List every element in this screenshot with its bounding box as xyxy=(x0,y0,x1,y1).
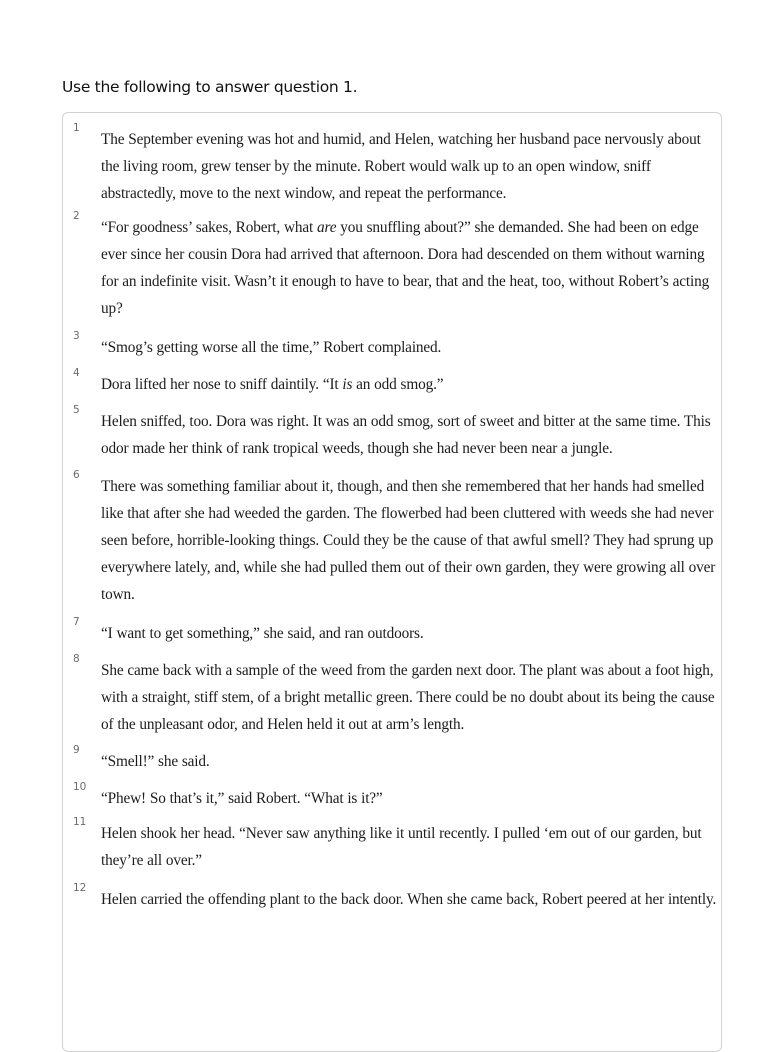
paragraph-number: 10 xyxy=(73,781,87,793)
paragraph-text: “Smog’s getting worse all the time,” Robert complained. xyxy=(101,339,442,356)
paragraph-text: The September evening was hot and humid, and Helen, watching her husband pace nervously about the living room, grew tenser by the minute. Robert would walk up to an open window, sniff abstractedly, move to the next window, and repeat the performance. xyxy=(101,131,701,203)
reading-passage[interactable] xyxy=(62,112,722,1052)
paragraph-text: “Phew! So that’s it,” said Robert. “What is it?” xyxy=(101,790,383,807)
paragraph-text: Helen shook her head. “Never saw anything like it until recently. I pulled ‘em out of our garden, but they’re all over.” xyxy=(101,825,702,870)
paragraph-number: 1 xyxy=(73,122,80,134)
paragraph-number: 8 xyxy=(73,653,80,665)
paragraph-text: There was something familiar about it, though, and then she remembered that her hands had smelled like that after she had weeded the garden. The flowerbed had been cluttered with weeds she had never seen before, horrible-looking things. Could they be the cause of that awful smell? They had sprung up everywhere lately, and, while she had pulled them out of their own garden, they were growing all over town. xyxy=(101,478,716,604)
paragraph-number: 11 xyxy=(73,816,87,828)
paragraph-number: 12 xyxy=(73,882,87,894)
paragraph-number: 9 xyxy=(73,744,80,756)
paragraph-text: “I want to get something,” she said, and ran outdoors. xyxy=(101,625,424,642)
paragraph-text: Helen carried the offending plant to the back door. When she came back, Robert peered at her intently. xyxy=(101,891,717,908)
paragraph-text: “For goodness’ sakes, Robert, what are you snuffling about?” she demanded. She had been on edge ever since her cousin Dora had arrived that afternoon. Dora had descended on them without warning for an indefinite visit. Wasn’t it enough to have to bear, that and the heat, too, without Robert’s acting up? xyxy=(101,219,710,318)
paragraph-number: 5 xyxy=(73,404,80,416)
paragraph-number: 6 xyxy=(73,469,80,481)
paragraph-text: Helen sniffed, too. Dora was right. It was an odd smog, sort of sweet and bitter at the same time. This odor made her think of rank tropical weeds, though she had never been near a jungle. xyxy=(101,413,711,458)
paragraph-text: “Smell!” she said. xyxy=(101,753,210,770)
paragraph-number: 2 xyxy=(73,210,80,222)
paragraph-text: Dora lifted her nose to sniff daintily. “It is an odd smog.” xyxy=(101,376,444,393)
paragraph-number: 4 xyxy=(73,367,80,379)
question-instruction: Use the following to answer question 1. xyxy=(62,78,358,96)
paragraph-number: 3 xyxy=(73,330,80,342)
paragraph-text: She came back with a sample of the weed from the garden next door. The plant was about a foot high, with a straight, stiff stem, of a bright metallic green. There could be no doubt about its being the cause of the unpleasant odor, and Helen held it out at arm’s length. xyxy=(101,662,715,734)
paragraph-number: 7 xyxy=(73,616,80,628)
